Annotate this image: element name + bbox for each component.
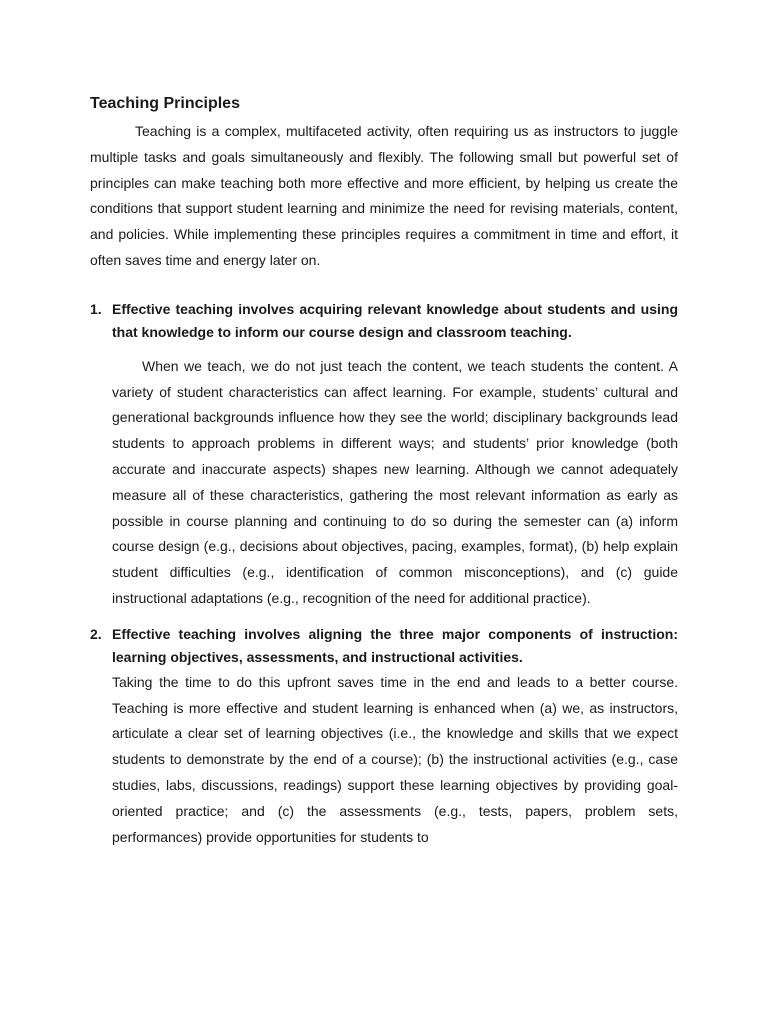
principle-number: 2. [90,625,102,642]
principle-item-1 [90,298,678,612]
document-content [90,93,678,850]
principle-heading: Effective teaching involves aligning the three major components of instruction: learning objectives, assessments, and instructional activities. [112,625,678,665]
principle-paragraph: Taking the time to do this upfront saves time in the end and leads to a better course. Teaching is more effective and student learning is enhanced when (a) we, as instructors, articulate a clear set of learning objectives (i.e., the knowledge and skills that we expect students to demonstrate by the end of a course); (b) the instructional activities (e.g., case studies, labs, discussions, readings) support these learning objectives by providing goal-oriented practice; and (c) the assessments (e.g., tests, papers, problem sets, performances) provide opportunities for students to [112,673,678,845]
principle-heading: Effective teaching involves acquiring relevant knowledge about students and using that knowledge to inform our course design and classroom teaching. [112,300,678,340]
principle-item-2 [90,623,678,851]
principle-body [112,298,678,612]
document-title: Teaching Principles [90,95,240,112]
principle-paragraph: When we teach, we do not just teach the content, we teach students the content. A variety of student characteristics can affect learning. For example, students’ cultural and generational backgrounds influence how they see the world; disciplinary backgrounds lead students to approach problems in different ways; and students’ prior knowledge (both accurate and inaccurate aspects) shapes new learning. Although we cannot adequately measure all of these characteristics, gathering the most relevant information as early as possible in course planning and continuing to do so during the semester can (a) inform course design (e.g., decisions about objectives, pacing, examples, format), (b) help explain student difficulties (e.g., identification of common misconceptions), and (c) guide instructional adaptations (e.g., recognition of the need for additional practice). [112,357,678,606]
intro-paragraph: Teaching is a complex, multifaceted activity, often requiring us as instructors to juggle multiple tasks and goals simultaneously and flexibly. The following small but powerful set of principles can make teaching both more effective and more efficient, by helping us create the conditions that support student learning and minimize the need for revising materials, content, and policies. While implementing these principles requires a commitment in time and effort, it often saves time and energy later on. [90,123,678,268]
principle-number: 1. [90,300,102,317]
principle-body [112,623,678,851]
